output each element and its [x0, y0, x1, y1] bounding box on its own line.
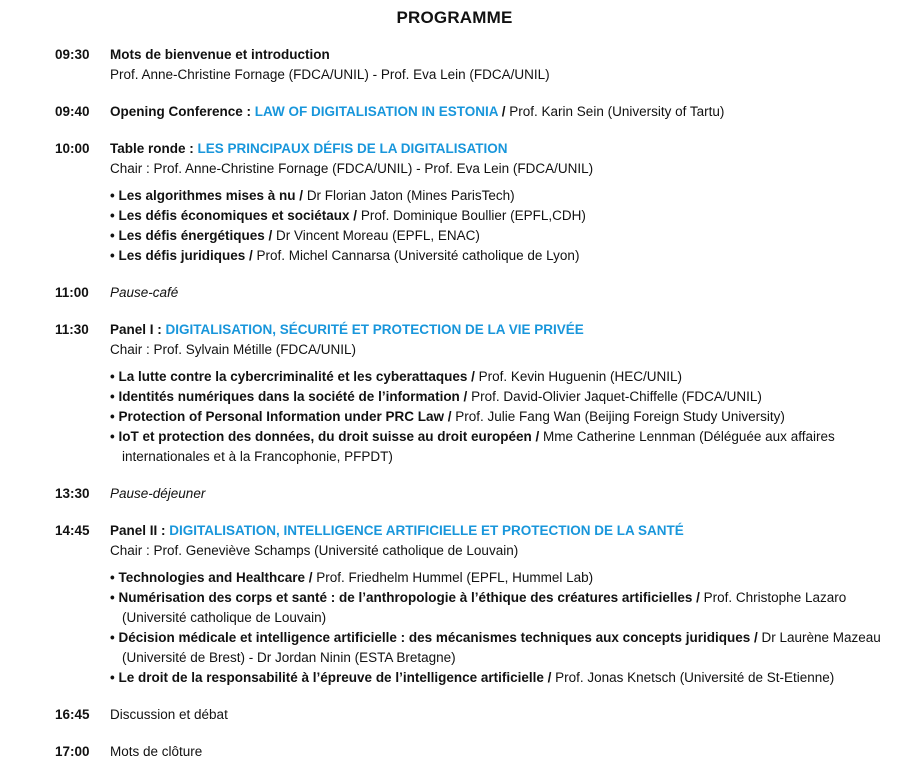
text-segment: Dr Vincent Moreau (EPFL, ENAC): [276, 228, 480, 243]
text-segment: Mots de clôture: [110, 744, 203, 759]
talk-item: [110, 588, 897, 628]
bullet-icon: •: [110, 590, 119, 605]
text-segment: Prof. Kevin Huguenin (HEC/UNIL): [478, 369, 682, 384]
text-segment: /: [498, 104, 510, 119]
talk-list: [110, 568, 897, 688]
text-segment: Pause-café: [110, 285, 179, 300]
bullet-icon: •: [110, 188, 119, 203]
text-segment: Prof. David-Olivier Jaquet-Chiffelle (FDCA/UNIL): [471, 389, 762, 404]
session-row: [0, 521, 909, 688]
session-time: 10:00: [55, 141, 90, 156]
text-segment: DIGITALISATION, INTELLIGENCE ARTIFICIELLE ET PROTECTION DE LA SANTÉ: [169, 523, 684, 538]
text-segment: Prof. Jonas Knetsch (Université de St-Etienne): [555, 670, 835, 685]
schedule: [0, 45, 909, 762]
session-chair: Chair : Prof. Geneviève Schamps (Université catholique de Louvain): [110, 543, 519, 558]
session-row: [0, 45, 909, 85]
text-segment: Les défis énergétiques /: [118, 228, 277, 243]
text-segment: Panel II :: [110, 523, 170, 538]
session-content: [110, 102, 897, 122]
session-chair: Prof. Anne-Christine Fornage (FDCA/UNIL) - Prof. Eva Lein (FDCA/UNIL): [110, 67, 550, 82]
text-segment: Mots de bienvenue et introduction: [110, 47, 330, 62]
talk-item: [110, 367, 897, 387]
bullet-icon: •: [110, 630, 119, 645]
session-row: [0, 139, 909, 266]
text-segment: Dr Laurène Mazeau (Université de Brest) - Dr Jordan Ninin (ESTA Bretagne): [122, 630, 881, 665]
text-segment: IoT et protection des données, du droit suisse au droit européen /: [118, 429, 544, 444]
text-segment: Prof. Michel Cannarsa (Université catholique de Lyon): [256, 248, 580, 263]
session-time: 17:00: [55, 744, 90, 759]
session-content: [110, 521, 897, 688]
talk-item: [110, 427, 897, 467]
talk-list: [110, 186, 897, 266]
text-segment: Décision médicale et intelligence artificielle : des mécanismes techniques aux concepts juridiques /: [118, 630, 762, 645]
talk-item: [110, 186, 897, 206]
session-title: [110, 705, 897, 725]
session-row: [0, 102, 909, 122]
session-time: 11:30: [55, 322, 89, 337]
talk-item: [110, 226, 897, 246]
session-title: [110, 139, 897, 159]
session-title: [110, 283, 897, 303]
bullet-icon: •: [110, 409, 119, 424]
bullet-icon: •: [110, 248, 119, 263]
text-segment: Numérisation des corps et santé : de l’anthropologie à l’éthique des créatures artificielles /: [118, 590, 704, 605]
text-segment: Discussion et débat: [110, 707, 228, 722]
session-content: [110, 742, 897, 762]
session-content: [110, 320, 897, 467]
session-row: [0, 705, 909, 725]
text-segment: Prof. Friedhelm Hummel (EPFL, Hummel Lab): [316, 570, 594, 585]
session-time: 14:45: [55, 523, 90, 538]
text-segment: Prof. Karin Sein (University of Tartu): [509, 104, 725, 119]
session-row: [0, 742, 909, 762]
session-title: [110, 742, 897, 762]
session-title: [110, 45, 897, 65]
session-content: [110, 705, 897, 725]
talk-item: [110, 568, 897, 588]
talk-item: [110, 628, 897, 668]
session-title: [110, 320, 897, 340]
text-segment: Protection of Personal Information under PRC Law /: [118, 409, 456, 424]
session-row: [0, 283, 909, 303]
text-segment: Prof. Dominique Boullier (EPFL,CDH): [360, 208, 586, 223]
session-content: [110, 45, 897, 85]
text-segment: Pause-déjeuner: [110, 486, 206, 501]
bullet-icon: •: [110, 389, 119, 404]
session-title: [110, 102, 897, 122]
talk-item: [110, 206, 897, 226]
page-title: PROGRAMME: [396, 8, 513, 27]
text-segment: Mme Catherine Lennman (Déléguée aux affaires internationales et à la Francophonie, PFPDT): [122, 429, 835, 464]
session-time: 09:30: [55, 47, 90, 62]
text-segment: DIGITALISATION, SÉCURITÉ ET PROTECTION DE LA VIE PRIVÉE: [165, 322, 584, 337]
text-segment: Identités numériques dans la société de l’information /: [118, 389, 472, 404]
session-title: [110, 484, 897, 504]
session-time: 11:00: [55, 285, 89, 300]
text-segment: Prof. Christophe Lazaro (Université catholique de Louvain): [122, 590, 847, 625]
bullet-icon: •: [110, 369, 119, 384]
talk-list: [110, 367, 897, 467]
session-time: 13:30: [55, 486, 90, 501]
text-segment: Les défis juridiques /: [118, 248, 257, 263]
text-segment: Prof. Julie Fang Wan (Beijing Foreign Study University): [455, 409, 785, 424]
session-row: [0, 484, 909, 504]
bullet-icon: •: [110, 670, 119, 685]
text-segment: Le droit de la responsabilité à l’épreuve de l’intelligence artificielle /: [118, 670, 556, 685]
text-segment: Les algorithmes mises à nu /: [118, 188, 307, 203]
text-segment: LAW OF DIGITALISATION IN ESTONIA: [254, 104, 499, 119]
session-content: [110, 484, 897, 504]
text-segment: Table ronde :: [110, 141, 198, 156]
talk-item: [110, 407, 897, 427]
text-segment: Opening Conference :: [110, 104, 255, 119]
text-segment: La lutte contre la cybercriminalité et les cyberattaques /: [118, 369, 479, 384]
talk-item: [110, 387, 897, 407]
text-segment: Dr Florian Jaton (Mines ParisTech): [306, 188, 515, 203]
bullet-icon: •: [110, 228, 119, 243]
text-segment: Les défis économiques et sociétaux /: [118, 208, 361, 223]
session-time: 09:40: [55, 104, 90, 119]
bullet-icon: •: [110, 570, 119, 585]
bullet-icon: •: [110, 208, 119, 223]
bullet-icon: •: [110, 429, 119, 444]
session-title: [110, 521, 897, 541]
talk-item: [110, 246, 897, 266]
session-time: 16:45: [55, 707, 90, 722]
text-segment: LES PRINCIPAUX DÉFIS DE LA DIGITALISATION: [197, 141, 508, 156]
session-content: [110, 139, 897, 266]
text-segment: Technologies and Healthcare /: [118, 570, 317, 585]
session-chair: Chair : Prof. Anne-Christine Fornage (FDCA/UNIL) - Prof. Eva Lein (FDCA/UNIL): [110, 161, 594, 176]
session-chair: Chair : Prof. Sylvain Métille (FDCA/UNIL): [110, 342, 357, 357]
talk-item: [110, 668, 897, 688]
session-content: [110, 283, 897, 303]
text-segment: Panel I :: [110, 322, 166, 337]
session-row: [0, 320, 909, 467]
